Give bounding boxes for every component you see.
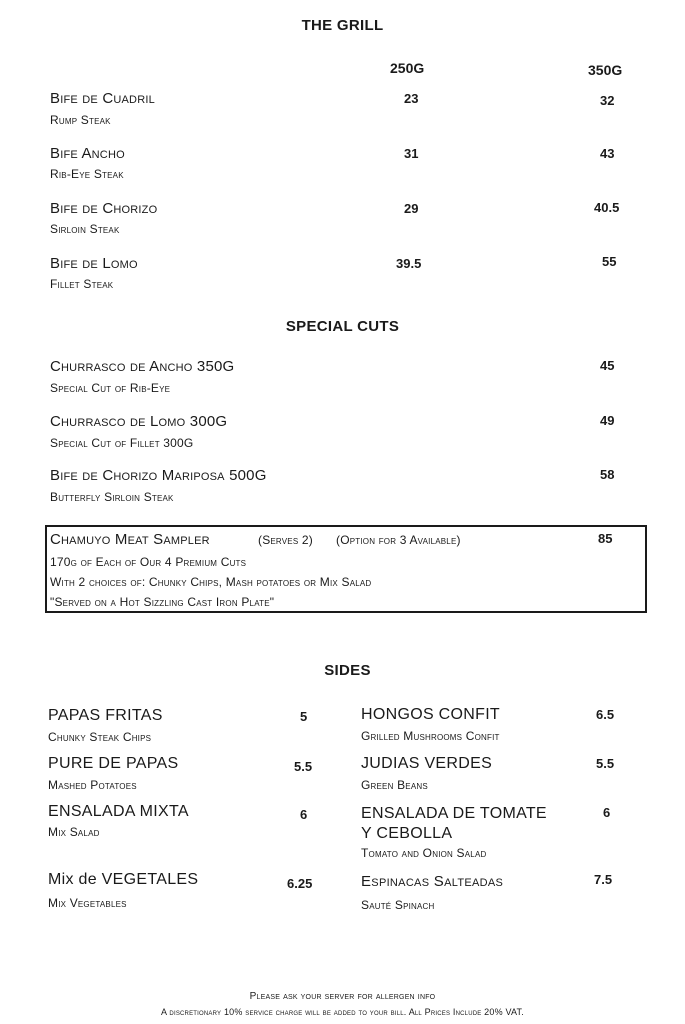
side-item-sub: Grilled Mushrooms Confit <box>361 729 500 743</box>
grill-item-price-250: 39.5 <box>396 256 422 271</box>
side-item-sub: Mix Salad <box>48 825 100 839</box>
side-item-price: 6 <box>300 807 308 822</box>
grill-item-sub: Fillet Steak <box>50 277 114 291</box>
special-item-price: 45 <box>600 358 615 373</box>
grill-item-name: Bife de Lomo <box>50 255 138 272</box>
grill-item-name: Bife Ancho <box>50 145 125 162</box>
special-item-name: Churrasco de Lomo 300G <box>50 413 228 430</box>
grill-item-price-250: 29 <box>404 201 419 216</box>
side-item-price: 6 <box>603 805 611 820</box>
side-item-name: PAPAS FRITAS <box>48 707 163 724</box>
special-item-price: 58 <box>600 467 615 482</box>
grill-item-sub: Rump Steak <box>50 113 111 127</box>
grill-col-350g: 350G <box>588 62 623 78</box>
special-item-price: 49 <box>600 413 615 428</box>
side-item-name: ENSALADA MIXTA <box>48 803 189 820</box>
side-item-name: JUDIAS VERDES <box>361 755 493 772</box>
footer-service-note: A discretionary 10% service charge will be added to your bill. All Prices Include 20% VAT. <box>161 1007 524 1017</box>
sampler-line-plate: "Served on a Hot Sizzling Cast Iron Plate" <box>50 595 275 609</box>
side-item-name-line2: Y CEBOLLA <box>361 825 453 842</box>
sampler-line-choices: With 2 choices of: Chunky Chips, Mash potatoes or Mix Salad <box>50 575 372 589</box>
side-item-name: Mix de VEGETALES <box>48 871 199 888</box>
sampler-name: Chamuyo Meat Sampler <box>50 531 210 548</box>
sampler-price: 85 <box>598 531 613 546</box>
sampler-serves: (Serves 2) <box>258 533 313 547</box>
grill-item-price-350: 32 <box>600 93 615 108</box>
grill-item-price-250: 23 <box>404 91 419 106</box>
grill-item-price-350: 40.5 <box>594 200 620 215</box>
side-item-price: 5.5 <box>294 759 313 774</box>
grill-item-sub: Rib-Eye Steak <box>50 167 124 181</box>
side-item-sub: Chunky Steak Chips <box>48 730 152 744</box>
special-item-name: Churrasco de Ancho 350G <box>50 358 235 375</box>
side-item-price: 6.25 <box>287 876 313 891</box>
special-item-name: Bife de Chorizo Mariposa 500G <box>50 467 267 484</box>
grill-title: THE GRILL <box>301 17 384 34</box>
sampler-option: (Option for 3 Available) <box>336 533 461 547</box>
side-item-sub: Green Beans <box>361 778 428 792</box>
side-item-sub: Mix Vegetables <box>48 896 127 910</box>
special-item-sub: Special Cut of Rib-Eye <box>50 381 171 395</box>
grill-item-name: Bife de Cuadril <box>50 90 155 107</box>
side-item-price: 5 <box>300 709 308 724</box>
side-item-price: 7.5 <box>594 872 613 887</box>
side-item-price: 6.5 <box>596 707 615 722</box>
grill-col-250g: 250G <box>390 60 425 76</box>
side-item-sub: Tomato and Onion Salad <box>361 846 487 860</box>
grill-item-price-350: 43 <box>600 146 615 161</box>
special-cuts-title: SPECIAL CUTS <box>285 318 400 335</box>
side-item-name: PURE DE PAPAS <box>48 755 179 772</box>
grill-item-price-350: 55 <box>602 254 617 269</box>
sampler-line-cuts: 170g of Each of Our 4 Premium Cuts <box>50 555 247 569</box>
sides-title: SIDES <box>324 662 371 679</box>
side-item-name: Espinacas Salteadas <box>361 873 504 890</box>
grill-item-name: Bife de Chorizo <box>50 200 158 217</box>
side-item-price: 5.5 <box>596 756 615 771</box>
special-item-sub: Butterfly Sirloin Steak <box>50 490 174 504</box>
grill-item-sub: Sirloin Steak <box>50 222 120 236</box>
side-item-sub: Sauté Spinach <box>361 898 435 912</box>
footer-allergen-note: Please ask your server for allergen info <box>249 991 436 1002</box>
side-item-name: HONGOS CONFIT <box>361 706 501 723</box>
special-item-sub: Special Cut of Fillet 300G <box>50 436 194 450</box>
side-item-sub: Mashed Potatoes <box>48 778 137 792</box>
grill-item-price-250: 31 <box>404 146 419 161</box>
side-item-name: ENSALADA DE TOMATE <box>361 805 547 822</box>
